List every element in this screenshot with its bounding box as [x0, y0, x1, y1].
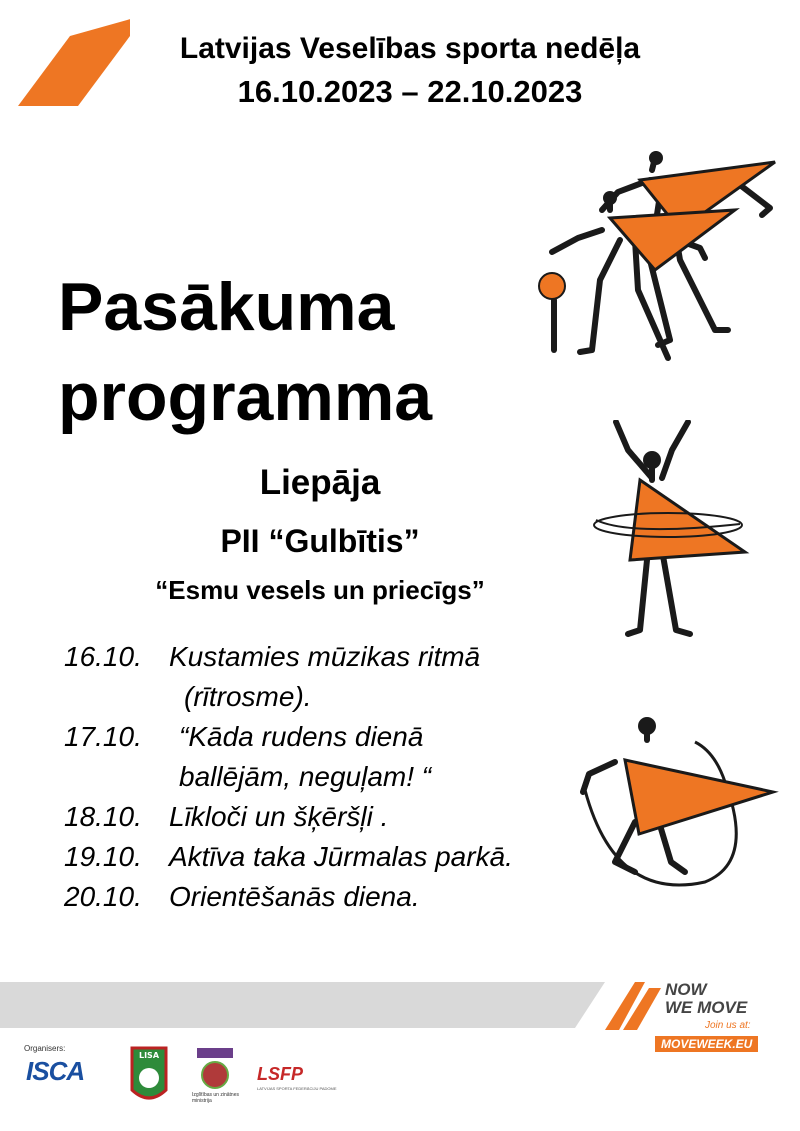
page-title: [58, 262, 432, 442]
header-dates: 16.10.2023 – 22.10.2023: [237, 74, 583, 109]
schedule-text-cont: (rītrosme).: [184, 681, 312, 712]
lsfp-logo: LSFP: [257, 1064, 304, 1084]
schedule-text: Līkloči un šķēršļi .: [169, 801, 389, 832]
header-title: Latvijas Veselības sporta nedēļa: [179, 32, 641, 65]
schedule-item: [64, 797, 584, 837]
event-city: Liepāja: [259, 463, 381, 502]
lsfp-subtitle: LATVIJAS SPORTA FEDERĀCIJU PADOME: [257, 1086, 337, 1091]
organisers-label: Organisers:: [24, 1044, 66, 1053]
schedule-date: 17.10.: [64, 721, 142, 752]
schedule-date: 16.10.: [64, 641, 142, 672]
svg-text:LISA: LISA: [138, 1051, 160, 1060]
schedule-text: Kustamies mūzikas ritmā: [169, 641, 481, 672]
schedule-text: Orientēšanās diena.: [169, 881, 420, 912]
moveweek-mark-icon: [605, 980, 663, 1032]
schedule-text: Aktīva taka Jūrmalas parkā.: [169, 841, 513, 872]
schedule-item: [64, 837, 584, 877]
dribbling-figures-illustration: [530, 140, 785, 375]
coat-of-arms-icon: [200, 1060, 230, 1090]
schedule-date: 18.10.: [64, 801, 142, 832]
schedule-item: [64, 877, 584, 917]
organisers-logos: [22, 1044, 352, 1114]
jump-rope-figure-illustration: [575, 712, 780, 902]
page-title-line1: Pasākuma: [58, 269, 395, 345]
ministry-label: Izglītības un zinātnes ministrija: [192, 1092, 239, 1104]
schedule-list: [64, 637, 584, 917]
moveweek-url: MOVEWEEK.EU: [655, 1036, 758, 1052]
schedule-date: 19.10.: [64, 841, 142, 872]
schedule-item: [64, 637, 584, 677]
moveweek-join: Join us at:: [705, 1020, 751, 1031]
moveweek-we-move: WE MOVE: [665, 998, 748, 1017]
page-title-line2: programma: [58, 359, 433, 435]
event-venue: PII “Gulbītis”: [220, 523, 420, 559]
isca-logo: ISCA: [26, 1056, 85, 1086]
hula-hoop-figure-illustration: [590, 420, 760, 645]
lisa-shield-icon: [130, 1046, 168, 1106]
schedule-text: “Kāda rudens dienā: [179, 721, 424, 752]
schedule-item: [64, 717, 584, 757]
ministry-purple-bar: [197, 1048, 233, 1058]
schedule-date: 20.10.: [64, 881, 142, 912]
schedule-text-cont: ballējām, neguļam! “: [179, 761, 432, 792]
moveweek-now: NOW: [665, 980, 707, 999]
moveweek-logo[interactable]: [605, 978, 775, 1058]
event-motto: “Esmu vesels un priecīgs”: [155, 575, 485, 605]
